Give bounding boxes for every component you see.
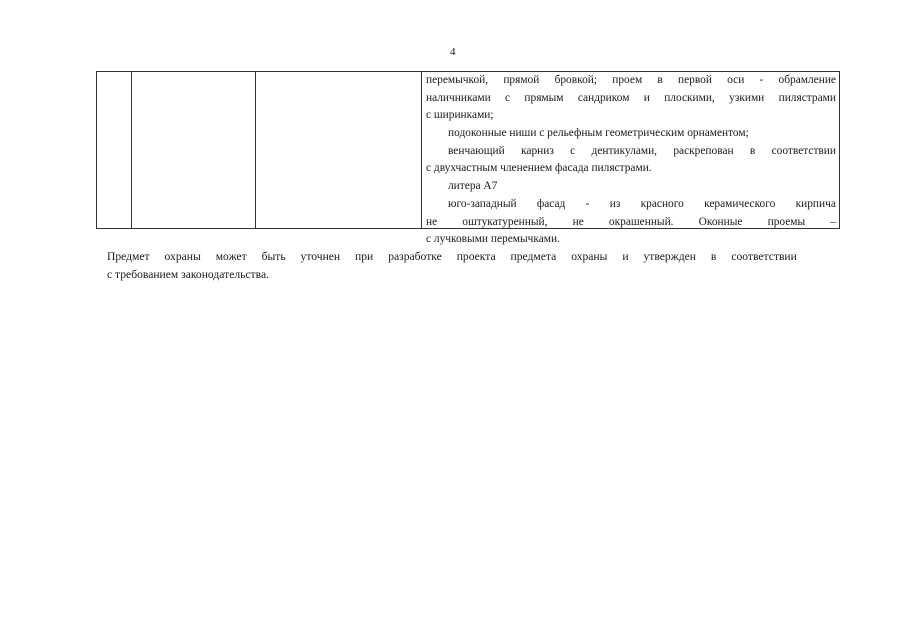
word: проем — [612, 74, 643, 86]
table-cell-line: подоконные ниши с рельефным геометрическим орнаментом; — [448, 127, 749, 140]
word: уточнен — [300, 250, 341, 263]
word: венчающий — [448, 144, 505, 157]
word: соответствии — [731, 250, 797, 263]
word: не — [426, 215, 438, 228]
word: керамического — [704, 197, 776, 210]
word: в — [749, 144, 756, 157]
word: может — [215, 250, 247, 263]
word: утвержден — [643, 250, 696, 263]
word: окрашенный. — [608, 215, 674, 228]
table-cell-line — [426, 90, 836, 108]
table-cell-line — [426, 214, 836, 232]
word: охраны — [571, 250, 608, 263]
word: проекта — [456, 250, 496, 263]
word: при — [355, 250, 374, 263]
word: - — [585, 197, 590, 210]
word: наличниками — [426, 91, 491, 104]
word: разработке — [388, 250, 442, 263]
word: юго-западный — [448, 197, 517, 210]
word: в — [710, 250, 717, 263]
word: в — [657, 74, 663, 86]
table-cell-line: литера А7 — [448, 180, 498, 193]
table-cell-line — [426, 72, 836, 90]
table-cell-line — [426, 196, 836, 214]
word: и — [643, 91, 650, 104]
word: - — [759, 74, 764, 86]
word: оштукатуренный, — [462, 215, 548, 228]
footnote-line-1 — [107, 248, 797, 266]
footnote-paragraph — [107, 248, 797, 284]
word: не — [572, 215, 584, 228]
table-cell-line — [426, 143, 836, 161]
word: узкими — [729, 91, 765, 104]
word: прямым — [524, 91, 564, 104]
word: раскрепован — [673, 144, 734, 157]
word: и — [622, 250, 629, 263]
word: карниз — [521, 144, 554, 157]
protection-table — [96, 71, 840, 246]
word: с — [505, 91, 511, 104]
word: предмета — [510, 250, 557, 263]
word: быть — [261, 250, 286, 263]
table-column-description — [422, 72, 839, 246]
word: дентикулами, — [591, 144, 658, 157]
word: Предмет — [107, 250, 150, 263]
word: – — [830, 215, 836, 228]
page-number: 4 — [450, 46, 456, 58]
table-column-1 — [97, 72, 132, 228]
word: из — [609, 197, 621, 210]
table-cell-line: с двухчастным членением фасада пилястрами. — [426, 162, 652, 175]
word: прямой — [503, 74, 540, 86]
word: бровкой; — [554, 74, 598, 86]
word: соответствии — [771, 144, 836, 157]
word: пилястрами — [778, 91, 836, 104]
word: оси — [727, 74, 745, 86]
word: проемы — [767, 215, 806, 228]
word: кирпича — [795, 197, 836, 210]
word: сандриком — [577, 91, 630, 104]
table-column-3 — [256, 72, 422, 228]
word: Оконные — [698, 215, 743, 228]
table-cell-line: с лучковыми перемычками. — [426, 233, 560, 246]
word: красного — [640, 197, 684, 210]
table-cell-line: с ширинками; — [426, 109, 494, 122]
footnote-line-2: с требованием законодательства. — [107, 268, 269, 281]
word: перемычкой, — [426, 74, 489, 86]
word: первой — [677, 74, 712, 86]
word: фасад — [536, 197, 566, 210]
word: обрамление — [778, 74, 836, 86]
table-column-2 — [132, 72, 256, 228]
word: охраны — [164, 250, 201, 263]
word: плоскими, — [664, 91, 715, 104]
word: с — [570, 144, 576, 157]
